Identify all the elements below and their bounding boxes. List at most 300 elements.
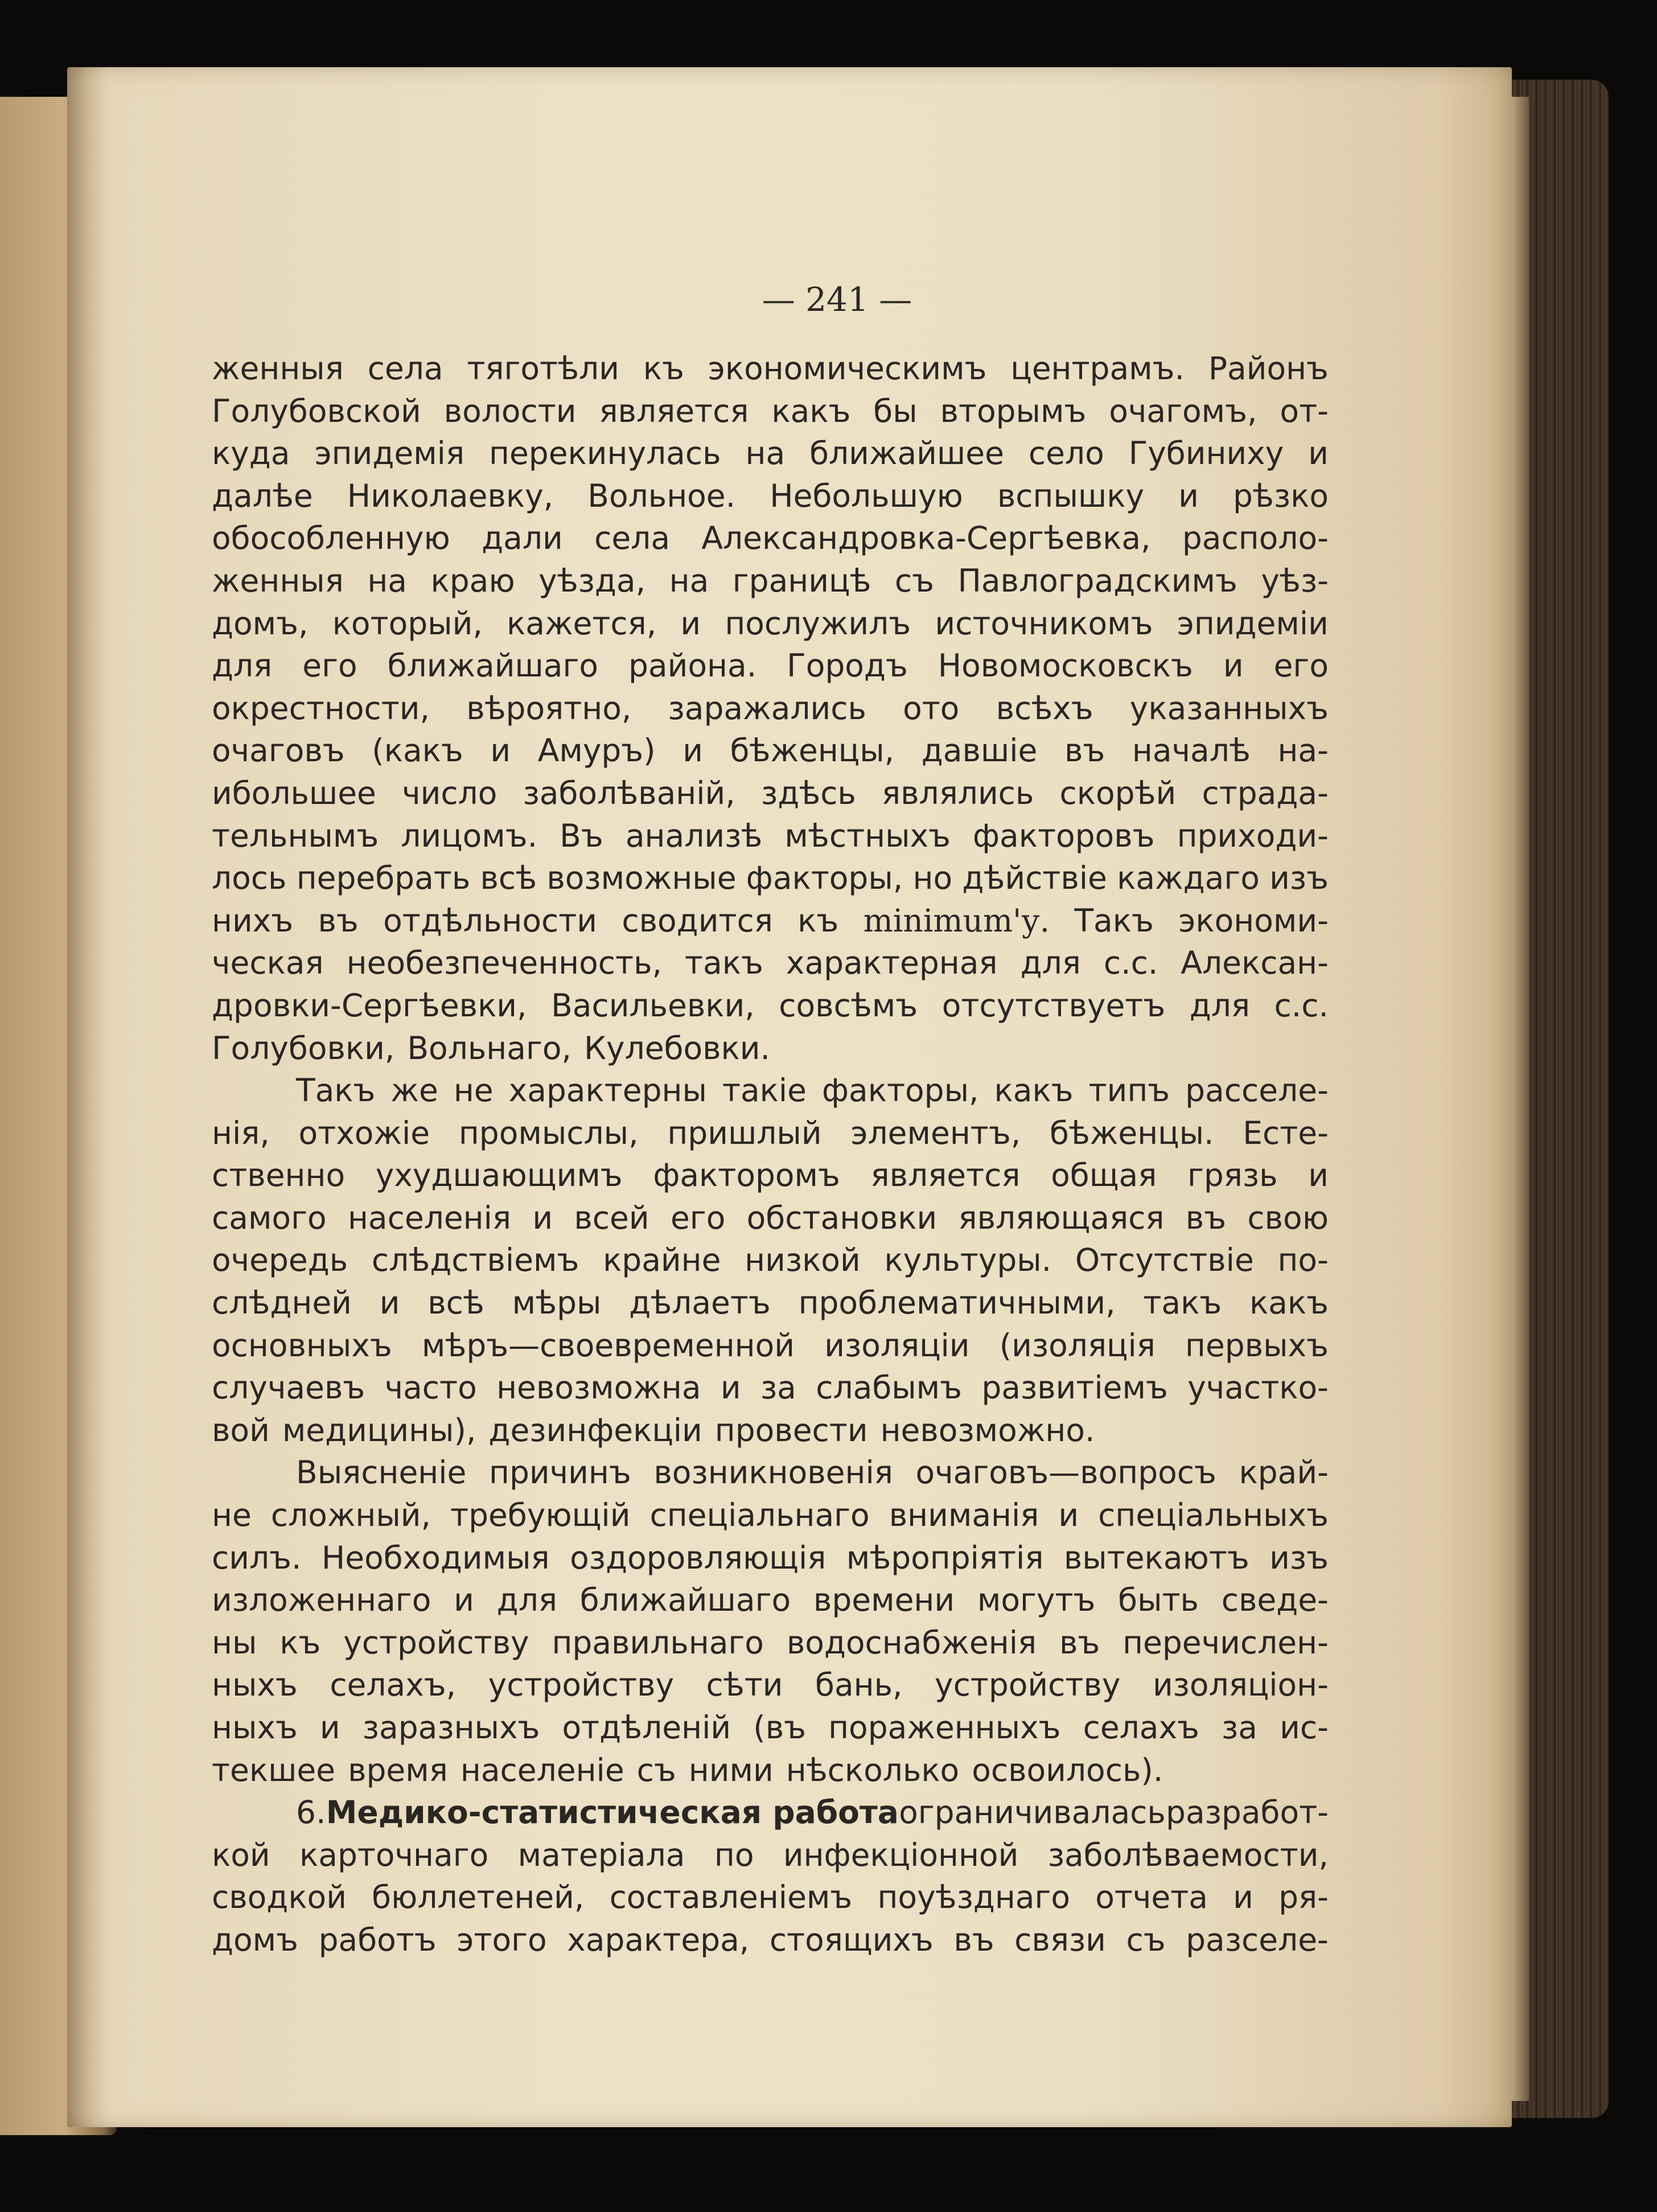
text-word: невозможна (496, 1369, 701, 1406)
text-line (212, 645, 1329, 687)
text-word: съ (894, 562, 934, 599)
text-word: къ (643, 350, 684, 387)
text-word: могутъ (977, 1582, 1096, 1619)
text-word: типъ (1088, 1072, 1170, 1109)
text-line (212, 687, 1329, 730)
text-word: расселе- (1185, 1072, 1329, 1109)
text-word: Николаевку, (347, 477, 554, 514)
text-word: число (402, 774, 497, 811)
text-word: обособленную (212, 520, 450, 557)
text-word: рѣзко (1232, 477, 1329, 514)
text-word: очагомъ, (1109, 392, 1257, 429)
text-word: всей (574, 1199, 649, 1236)
text-word: спеціальнаго (649, 1497, 870, 1534)
text-word: Александровка-Сергѣевка, (701, 520, 1151, 557)
text-word: и (490, 732, 511, 769)
text-word: района. (628, 647, 757, 684)
text-word: и (1058, 1497, 1079, 1534)
text-word: всѣ (480, 860, 537, 897)
text-word: бѣженцы. (1049, 1114, 1214, 1151)
text-word: по (714, 1836, 754, 1873)
text-word: нихъ (212, 902, 294, 939)
text-word: участко- (1187, 1369, 1329, 1406)
text-word: обстановки (746, 1199, 938, 1236)
text-word: отдѣленій (562, 1709, 731, 1746)
text-word: сложный, (270, 1497, 431, 1534)
text-word: сводкой (212, 1879, 347, 1916)
text-word: Вольное. (587, 477, 736, 514)
text-word: давшіе (921, 732, 1038, 769)
text-word: Алексан- (1181, 945, 1329, 982)
text-word: здѣсь (760, 774, 856, 811)
text-word: ны (212, 1624, 257, 1661)
text-word: его (302, 647, 357, 684)
text-word: домъ (212, 1921, 299, 1958)
text-word: часто (384, 1369, 477, 1406)
text-word: текшее (212, 1751, 336, 1788)
text-word: волости (443, 392, 577, 429)
page-edge-highlight (1512, 97, 1529, 2101)
text-word: села (367, 350, 443, 387)
text-word: не (453, 1072, 494, 1109)
text-word: бы (873, 392, 918, 429)
text-line (212, 900, 1329, 942)
text-word: ближайшаго (579, 1582, 791, 1619)
text-word: дровки-Сергѣевки, (212, 987, 527, 1024)
text-word: Амуръ) (537, 732, 656, 769)
text-word: въ (318, 902, 359, 939)
text-word: мѣръ—своевременной (421, 1327, 795, 1364)
text-word: и (454, 1582, 474, 1619)
text-word: и (680, 605, 701, 642)
text-word: Районъ (1208, 350, 1329, 387)
text-word: такіе (722, 1072, 807, 1109)
text-word: экономи- (1178, 902, 1329, 939)
text-word: (въ (753, 1709, 806, 1746)
text-word: факторомъ (653, 1157, 840, 1194)
text-word: ис- (1280, 1709, 1329, 1746)
text-word: и (1308, 435, 1329, 472)
text-word: окрестности, (212, 690, 430, 727)
body-text (212, 347, 1329, 1961)
text-word: на (669, 562, 709, 599)
text-word: по- (1277, 1242, 1329, 1279)
text-word: низкой (745, 1242, 861, 1279)
text-word: вторымъ (940, 392, 1087, 429)
text-word: карточнаго (299, 1836, 489, 1873)
text-word: правильнаго (552, 1624, 764, 1661)
text-word: перекинулась (489, 435, 721, 472)
text-word: сведе- (1221, 1582, 1329, 1619)
text-word: ныхъ (212, 1667, 298, 1704)
text-line (212, 1919, 1329, 1961)
text-word: село (1028, 435, 1104, 472)
text-word: перечислен- (1123, 1624, 1329, 1661)
text-word: Необходимыя (321, 1539, 550, 1576)
text-word: устройству (488, 1667, 675, 1704)
text-word: эпидемія (314, 435, 465, 472)
text-line (212, 1664, 1329, 1706)
text-word: же (390, 1072, 438, 1109)
text-word: бѣженцы, (730, 732, 895, 769)
text-word: очаговъ—вопросъ (915, 1454, 1216, 1491)
text-word: водоснабженія (786, 1624, 1037, 1661)
text-word: сѣти (706, 1667, 783, 1704)
text-word: кажется, (507, 605, 657, 642)
text-word: и (1233, 1879, 1253, 1916)
text-word: Голубовской (212, 392, 421, 429)
text-word: дезинфекціи (488, 1411, 702, 1448)
text-word: ото (903, 690, 960, 727)
text-word: въ (953, 1921, 994, 1958)
text-word: мѣропріятія (846, 1539, 1044, 1576)
text-word: анализѣ (625, 817, 763, 854)
text-word: устройству (343, 1624, 529, 1661)
text-word: приходи- (1177, 817, 1329, 854)
text-word: для (1020, 945, 1081, 982)
text-word: и (682, 732, 703, 769)
text-word: характера, (567, 1921, 750, 1958)
text-word: требующій (450, 1497, 631, 1534)
text-word: Кулебовки. (583, 1029, 771, 1066)
text-word: время (348, 1751, 448, 1788)
text-word: началѣ (1132, 732, 1251, 769)
text-line (212, 517, 1329, 560)
text-line (212, 942, 1329, 984)
text-word: такъ (1143, 1284, 1222, 1322)
text-word: времени (813, 1582, 955, 1619)
text-word: освоилось). (972, 1751, 1163, 1788)
text-line (212, 1069, 1329, 1112)
text-word: указанныхъ (1129, 690, 1329, 727)
text-word: куда (212, 435, 290, 472)
text-word: какъ (994, 1072, 1074, 1109)
text-word: нія, (212, 1114, 270, 1151)
text-word: заражались (668, 690, 866, 727)
text-word: культуры. (884, 1242, 1052, 1279)
text-word: экономическимъ (708, 350, 987, 387)
text-word: быть (1118, 1582, 1199, 1619)
text-word: для (212, 647, 273, 684)
text-line (212, 984, 1329, 1027)
text-word: факторы, (822, 1072, 979, 1109)
text-word: далѣе (212, 477, 313, 514)
text-word: отдѣльности (383, 902, 597, 939)
text-word: связи (1014, 1921, 1106, 1958)
text-word: элементъ, (850, 1114, 1021, 1151)
text-word: характерная (786, 945, 998, 982)
text-line (212, 1282, 1329, 1324)
text-line (212, 1537, 1329, 1579)
text-line (212, 1409, 1329, 1452)
text-word: но (912, 860, 953, 897)
page-number: — 241 — (762, 280, 912, 319)
text-word: женныя (212, 350, 344, 387)
text-line (212, 347, 1329, 390)
text-word: въ (1059, 1624, 1100, 1661)
text-word: стоящихъ (769, 1921, 934, 1958)
text-word: являющаяся (958, 1199, 1165, 1236)
text-word: сводится (622, 902, 773, 939)
text-word: и (1223, 647, 1244, 684)
text-word: пришлый (667, 1114, 822, 1151)
text-word: Отсутствіе (1075, 1242, 1254, 1279)
text-word: населенія (347, 1199, 512, 1236)
text-word: на (367, 562, 407, 599)
text-line (212, 729, 1329, 772)
text-word: для (1189, 987, 1250, 1024)
text-line (212, 1154, 1329, 1197)
text-word: вспышку (997, 477, 1145, 514)
text-word: Такъ (1074, 902, 1154, 939)
text-word: всѣхъ (996, 690, 1093, 727)
text-word: въ (1064, 732, 1105, 769)
text-word: такъ (685, 945, 763, 982)
text-line (212, 815, 1329, 857)
text-word: лицомъ. (401, 817, 538, 854)
text-word: каждаго (1117, 860, 1260, 897)
text-word: и (720, 1369, 741, 1406)
text-word: промыслы, (458, 1114, 639, 1151)
text-word: вѣроятно, (466, 690, 632, 727)
text-word: къ (279, 1624, 321, 1661)
text-word: скорѣй (1059, 774, 1177, 811)
text-word: грязь (1187, 1157, 1278, 1194)
text-word: Есте- (1243, 1114, 1329, 1151)
text-line (212, 772, 1329, 815)
text-word: является (870, 1157, 1021, 1194)
text-word: послужилъ (725, 605, 911, 642)
text-word: его (670, 1199, 726, 1236)
text-word: составленіемъ (609, 1879, 853, 1916)
text-word: эпидеміи (1177, 605, 1329, 642)
text-word: располо- (1182, 520, 1329, 557)
text-word: источникомъ (935, 605, 1153, 642)
text-line (212, 1494, 1329, 1537)
text-word: въ (1185, 1199, 1227, 1236)
text-word: изъ (1269, 860, 1329, 897)
text-word: устройству (935, 1667, 1121, 1704)
text-word: центрамъ. (1010, 350, 1185, 387)
text-word: (какъ (372, 732, 463, 769)
text-word: селахъ (1083, 1709, 1199, 1746)
text-line (212, 1324, 1329, 1367)
text-word: развитіемъ (981, 1369, 1168, 1406)
text-word: Павлоградскимъ (957, 562, 1237, 599)
text-word: кой (212, 1836, 270, 1873)
text-word: домъ, (212, 605, 309, 642)
text-word: дѣйствіе (962, 860, 1107, 897)
text-word: матеріала (517, 1836, 685, 1873)
text-word: нѣсколько (786, 1751, 960, 1788)
text-word: съ (1126, 1921, 1166, 1958)
text-word: всѣ (427, 1284, 484, 1322)
text-word: факторовъ (973, 817, 1155, 854)
text-line (212, 1706, 1329, 1749)
text-word: заболѣваемости, (1047, 1836, 1329, 1873)
text-line (212, 390, 1329, 433)
text-word: пораженныхъ (828, 1709, 1061, 1746)
text-line (212, 1791, 1329, 1834)
text-line (212, 1451, 1329, 1494)
text-word: совсѣмъ (779, 987, 918, 1024)
text-word: причинъ (489, 1454, 631, 1491)
text-word: очаговъ (212, 732, 345, 769)
text-word: ственно (212, 1157, 346, 1194)
text-word: Губиниху (1128, 435, 1284, 472)
text-word: за (760, 1369, 796, 1406)
text-word: вытекаютъ (1063, 1539, 1249, 1576)
text-word: и (319, 1709, 340, 1746)
text-word: Вольнаго, (407, 1029, 571, 1066)
text-word: уѣзда, (538, 562, 646, 599)
text-word: для (496, 1582, 557, 1619)
text-word: Медико-статистическая работа (326, 1794, 899, 1831)
text-word: женныя (212, 562, 344, 599)
text-word: и (1178, 477, 1199, 514)
text-word: вниманія (889, 1497, 1039, 1534)
text-word: заразныхъ (362, 1709, 540, 1746)
text-word: слѣдствіемъ (371, 1242, 579, 1279)
text-word: этого (457, 1921, 547, 1958)
text-word: отсутствуетъ (941, 987, 1166, 1024)
text-word: отхожіе (298, 1114, 430, 1151)
text-word: поуѣзднаго (877, 1879, 1071, 1916)
text-word: на (745, 435, 786, 472)
text-word: с.с. (1103, 945, 1158, 982)
text-line (212, 1239, 1329, 1282)
text-word: характерны (508, 1072, 707, 1109)
text-word: съ (636, 1751, 676, 1788)
text-word: возможные (546, 860, 737, 897)
text-word: Васильевки, (551, 987, 755, 1024)
text-word: ними (688, 1751, 774, 1788)
text-word: не (212, 1497, 252, 1534)
text-word: бань, (815, 1667, 903, 1704)
text-word: ря- (1278, 1879, 1329, 1916)
text-word: Новомосковскъ (938, 647, 1193, 684)
text-word: и (1308, 1157, 1329, 1194)
text-line (212, 1366, 1329, 1409)
text-word: являлись (882, 774, 1034, 811)
text-word: (изоляція (999, 1327, 1156, 1364)
text-word: перебрать (296, 860, 471, 897)
text-word: ибольшее (212, 774, 376, 811)
text-word: проблематичными, (798, 1284, 1116, 1322)
text-word: minimum'у. (863, 902, 1050, 939)
text-line (212, 1749, 1329, 1792)
text-word: уѣз- (1261, 562, 1329, 599)
text-word: основныхъ (212, 1327, 392, 1364)
text-word: Выясненіе (296, 1454, 467, 1491)
text-word: краю (430, 562, 515, 599)
text-word: случаевъ (212, 1369, 365, 1406)
text-line (212, 1197, 1329, 1240)
text-word: дѣлаетъ (629, 1284, 771, 1322)
text-word: разселе- (1186, 1921, 1329, 1958)
text-word: спеціальныхъ (1098, 1497, 1329, 1534)
text-word: мѣстныхъ (784, 817, 951, 854)
text-word: ческая (212, 945, 324, 982)
text-word: ближайшее (809, 435, 1004, 472)
text-word: слабымъ (816, 1369, 963, 1406)
text-word: невозможно. (880, 1411, 1095, 1448)
text-word: отчета (1095, 1879, 1208, 1916)
text-word: и (379, 1284, 400, 1322)
text-word: тельнымъ (212, 817, 379, 854)
text-word: его (1273, 647, 1329, 684)
text-word: тяготѣли (467, 350, 619, 387)
text-word: 6. (296, 1794, 326, 1831)
text-word: первыхъ (1185, 1327, 1329, 1364)
text-word: Такъ (296, 1072, 376, 1109)
text-word: факторы, (746, 860, 903, 897)
text-word: инфекціонной (783, 1836, 1019, 1873)
text-line (212, 857, 1329, 900)
text-word: границѣ (732, 562, 871, 599)
text-word: который, (332, 605, 483, 642)
text-word: заболѣваній, (523, 774, 735, 811)
text-word: с.с. (1274, 987, 1329, 1024)
text-word: крайне (603, 1242, 721, 1279)
text-word: вой (212, 1411, 270, 1448)
text-word: оздоровляющія (570, 1539, 827, 1576)
text-line (212, 1622, 1329, 1664)
text-word: очередь (212, 1242, 348, 1279)
text-word: какъ (771, 392, 851, 429)
text-word: Въ (560, 817, 603, 854)
text-word: на- (1277, 732, 1329, 769)
text-line (212, 1579, 1329, 1622)
text-word: общая (1051, 1157, 1157, 1194)
text-word: ближайшаго (387, 647, 599, 684)
text-word: медицины), (282, 1411, 476, 1448)
text-word: населеніе (460, 1751, 624, 1788)
text-word: свою (1247, 1199, 1329, 1236)
text-line (212, 1027, 1329, 1070)
text-word: Городъ (787, 647, 908, 684)
text-word: бюллетеней, (372, 1879, 585, 1916)
text-line (212, 1876, 1329, 1919)
text-word: от- (1280, 392, 1329, 429)
text-word: села (594, 520, 671, 557)
text-word: лось (212, 860, 287, 897)
text-word: изоляціи (824, 1327, 970, 1364)
text-word: изъ (1269, 1539, 1329, 1576)
text-word: и (532, 1199, 553, 1236)
text-word: страда- (1202, 774, 1329, 811)
text-word: Небольшую (770, 477, 963, 514)
text-word: мѣры (512, 1284, 602, 1322)
text-word: селахъ, (330, 1667, 457, 1704)
text-line (212, 560, 1329, 602)
text-line (212, 1112, 1329, 1155)
text-word: необезпеченность, (346, 945, 662, 982)
text-word: силъ. (212, 1539, 302, 1576)
text-word: работъ (318, 1921, 437, 1958)
text-word: край- (1239, 1454, 1329, 1491)
text-word: изложеннаго (212, 1582, 431, 1619)
text-word: ограничивалась (899, 1794, 1166, 1831)
text-word: самого (212, 1199, 327, 1236)
text-line (212, 602, 1329, 645)
text-word: какъ (1249, 1284, 1329, 1322)
text-word: провести (714, 1411, 868, 1448)
text-word: изоляціон- (1152, 1667, 1329, 1704)
text-word: ухудшающимъ (375, 1157, 623, 1194)
text-word: къ (797, 902, 839, 939)
text-word: возникновенія (653, 1454, 893, 1491)
